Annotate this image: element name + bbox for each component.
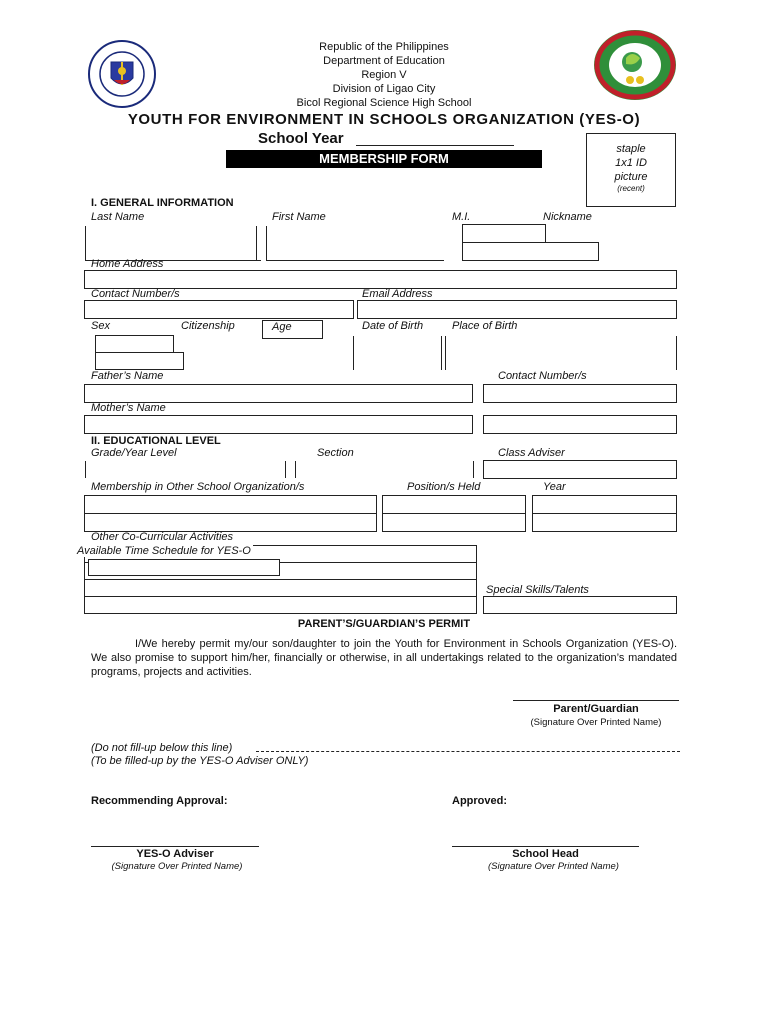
contact-numbers-field[interactable] <box>84 300 354 319</box>
fathers-name-label: Father’s Name <box>91 370 164 382</box>
grade-level-field-left[interactable] <box>85 461 86 478</box>
place-of-birth-field-right[interactable] <box>676 336 677 370</box>
recommending-approval-label: Recommending Approval: <box>91 795 228 807</box>
year-field-1[interactable] <box>532 495 677 514</box>
do-not-fill-note: (Do not fill-up below this line) <box>91 742 233 754</box>
first-name-label: First Name <box>272 211 326 223</box>
co-curricular-label: Other Co-Curricular Activities <box>91 531 234 543</box>
id-picture-box[interactable] <box>586 133 676 207</box>
school-head-signature-line[interactable] <box>452 846 639 847</box>
first-name-field[interactable] <box>266 260 444 261</box>
school-year-row <box>258 130 518 150</box>
contact-numbers-label: Contact Number/s <box>91 288 180 300</box>
last-name-field-left[interactable] <box>85 226 86 260</box>
header-line-2: Department of Education <box>323 55 445 67</box>
home-address-label: Home Address <box>91 258 164 270</box>
fathers-name-field[interactable] <box>84 384 473 403</box>
mi-label: M.I. <box>452 211 471 223</box>
school-year-label: School Year <box>258 130 344 147</box>
school-head-subtitle: (Signature Over Printed Name) <box>488 861 619 872</box>
header-line-5: Bicol Regional Science High School <box>296 97 472 109</box>
school-head-title: School Head <box>512 848 579 860</box>
photo-size-text: 1x1 ID <box>615 157 647 169</box>
age-field[interactable] <box>262 320 323 339</box>
header-line-1: Republic of the Philippines <box>319 41 449 53</box>
membership-other-orgs-label: Membership in Other School Organization/s <box>91 481 305 493</box>
father-contact-field[interactable] <box>483 384 677 403</box>
membership-form-title: MEMBERSHIP FORM <box>319 151 449 166</box>
school-year-field[interactable] <box>356 145 514 146</box>
cut-line-divider <box>256 751 680 752</box>
section-field-left[interactable] <box>295 461 296 478</box>
yeso-adviser-subtitle: (Signature Over Printed Name) <box>111 861 243 872</box>
nickname-field[interactable] <box>462 242 599 261</box>
position-field-1[interactable] <box>382 495 526 514</box>
class-adviser-field[interactable] <box>483 460 677 479</box>
age-label: Age <box>272 321 292 333</box>
email-address-field[interactable] <box>357 300 677 319</box>
grade-level-label: Grade/Year Level <box>91 447 177 459</box>
co-curricular-field-4[interactable] <box>84 596 477 614</box>
time-schedule-label: Available Time Schedule for YES-O <box>77 545 251 557</box>
mothers-name-field[interactable] <box>84 415 473 434</box>
last-name-label: Last Name <box>91 211 145 223</box>
section-label: Section <box>317 447 354 459</box>
co-curricular-field-3[interactable] <box>84 579 477 597</box>
grade-level-field-right[interactable] <box>285 461 286 478</box>
special-skills-label: Special Skills/Talents <box>486 584 589 596</box>
position-field-2[interactable] <box>382 513 526 532</box>
citizenship-label: Citizenship <box>181 320 235 332</box>
photo-recent-text: (recent) <box>617 184 645 193</box>
adviser-signature-line[interactable] <box>91 846 259 847</box>
father-contact-label: Contact Number/s <box>498 370 587 382</box>
to-be-filled-note: (To be filled-up by the YES-O Adviser ONLY) <box>91 755 309 767</box>
parent-guardian-title: Parent/Guardian <box>553 703 639 715</box>
date-of-birth-label: Date of Birth <box>362 320 424 332</box>
parent-signature-line[interactable] <box>513 700 679 701</box>
header-line-3: Region V <box>361 69 407 81</box>
last-name-field-right[interactable] <box>256 226 257 260</box>
form-main-title: YOUTH FOR ENVIRONMENT IN SCHOOLS ORGANIZATION (YES-O) <box>127 111 641 128</box>
sex-field[interactable] <box>95 335 174 353</box>
approved-label: Approved: <box>452 795 507 807</box>
class-adviser-label: Class Adviser <box>498 447 565 459</box>
mi-field[interactable] <box>462 224 546 243</box>
positions-held-label: Position/s Held <box>407 481 481 493</box>
section-field-right[interactable] <box>473 461 474 478</box>
educational-level-heading: II. EDUCATIONAL LEVEL <box>91 435 221 447</box>
mother-contact-field[interactable] <box>483 415 677 434</box>
photo-staple-text: staple <box>616 143 646 155</box>
yeso-adviser-title: YES-O Adviser <box>136 848 214 860</box>
parent-guardian-subtitle: (Signature Over Printed Name) <box>530 717 662 728</box>
first-name-field-left[interactable] <box>266 226 267 260</box>
citizenship-field[interactable] <box>95 352 184 370</box>
permit-body: I/We hereby permit my/our son/daughter to join the Youth for Environment in Schools Organization (YES-O). We also promise to support him/her, financially or otherwise, in all undertakings related to the organization’s mandated programs, projects and activities. <box>91 638 677 678</box>
date-of-birth-field-left[interactable] <box>353 336 354 370</box>
date-of-birth-field-right[interactable] <box>441 336 442 370</box>
header-line-4: Division of Ligao City <box>332 83 436 95</box>
home-address-field[interactable] <box>84 270 677 289</box>
membership-field-1[interactable] <box>84 495 377 514</box>
special-skills-field[interactable] <box>483 596 677 614</box>
place-of-birth-label: Place of Birth <box>452 320 518 332</box>
mothers-name-label: Mother’s Name <box>91 402 166 414</box>
year-label: Year <box>543 481 566 493</box>
time-schedule-field[interactable] <box>88 559 280 576</box>
sex-label: Sex <box>91 320 110 332</box>
place-of-birth-field-left[interactable] <box>445 336 446 370</box>
email-address-label: Email Address <box>362 288 433 300</box>
membership-field-2[interactable] <box>84 513 377 532</box>
permit-heading: PARENT’S/GUARDIAN’S PERMIT <box>297 618 471 630</box>
nickname-label: Nickname <box>543 211 592 223</box>
year-field-2[interactable] <box>532 513 677 532</box>
membership-form-banner <box>226 150 542 168</box>
general-info-heading: I. GENERAL INFORMATION <box>91 197 234 209</box>
photo-picture-text: picture <box>614 171 648 183</box>
